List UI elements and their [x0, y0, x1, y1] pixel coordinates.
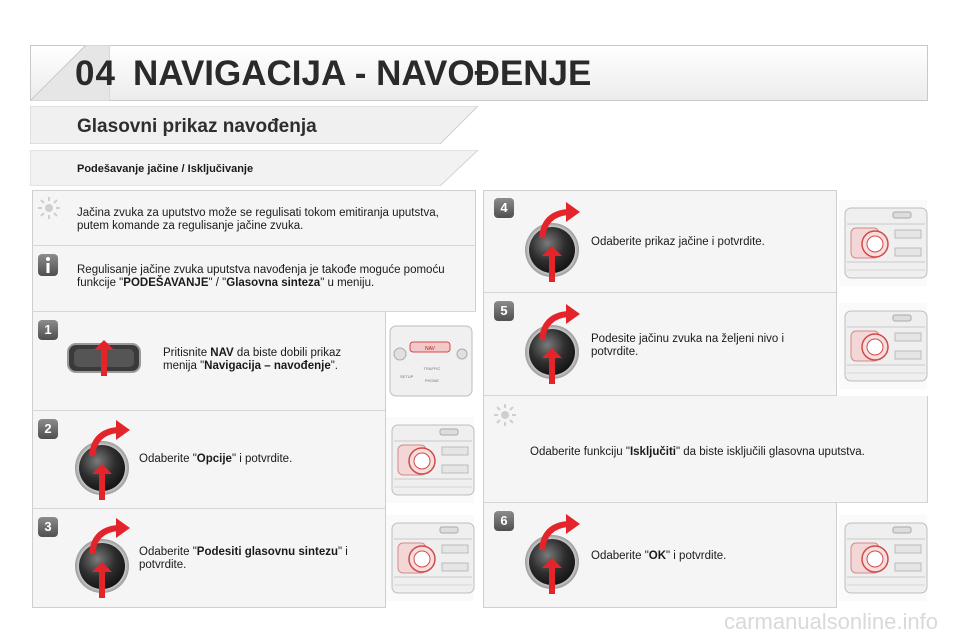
- step-5-text: Podesite jačinu zvuka na željeni nivo i potvrdite.: [591, 333, 785, 358]
- step-6-console-thumbnail: [836, 503, 928, 608]
- tip-sun-icon: [38, 197, 60, 219]
- tip-volume-text: Jačina zvuka za uputstvo može se regulisati tokom emitiranja uputstva, putem komande za regulisanje jačine zvuka.: [77, 207, 439, 232]
- knob-rotate-push-icon: [70, 418, 134, 502]
- console-setup-label: SETUP: [400, 374, 414, 379]
- console-nav-label: NAV: [425, 346, 435, 352]
- subsection-title: Podešavanje jačine / Isključivanje: [77, 163, 254, 175]
- step-1-text: Pritisnite NAV da biste dobili prikaz menija "Navigacija – navođenje".: [163, 347, 342, 372]
- step-3-console-thumbnail: [385, 509, 476, 608]
- step-2-console-thumbnail: [385, 411, 476, 509]
- nav-button-push-icon: [66, 338, 142, 378]
- chapter-number: 04: [75, 54, 116, 93]
- step-2-text: Odaberite "Opcije" i potvrdite.: [139, 453, 293, 465]
- step-5-console-thumbnail: [836, 293, 928, 396]
- tip-sun-icon: [494, 404, 516, 426]
- step-4-text: Odaberite prikaz jačine i potvrdite.: [591, 236, 765, 248]
- knob-rotate-push-icon: [520, 512, 584, 596]
- step-6-badge: 6: [494, 511, 514, 531]
- page-title: NAVIGACIJA - NAVOĐENJE: [133, 54, 592, 93]
- section-title: Glasovni prikaz navođenja: [77, 116, 317, 137]
- step-2-badge: 2: [38, 419, 58, 439]
- step-1-console-thumbnail: [385, 312, 476, 411]
- knob-rotate-push-icon: [70, 516, 134, 600]
- knob-rotate-push-icon: [520, 200, 584, 284]
- step-3-text: Odaberite "Podesiti glasovnu sintezu" i potvrdite.: [139, 546, 348, 571]
- info-icon: [38, 254, 58, 276]
- step-6-text: Odaberite "OK" i potvrdite.: [591, 550, 727, 562]
- step-5-badge: 5: [494, 301, 514, 321]
- console-phone-label: PHONE: [424, 378, 440, 383]
- step-4-console-thumbnail: [836, 190, 928, 293]
- info-text: Regulisanje jačine zvuka uputstva navođenja je takođe moguće pomoću funkcije "PODEŠAVANJE" / "Glasovna sinteza" u meniju.: [77, 264, 445, 289]
- step-3-badge: 3: [38, 517, 58, 537]
- tip-disable-text: Odaberite funkciju "Isključiti" da biste isključili glasovna uputstva.: [530, 446, 865, 458]
- console-traffic-label: TRAFFIC: [423, 366, 441, 371]
- step-1-badge: 1: [38, 320, 58, 340]
- knob-rotate-push-icon: [520, 302, 584, 386]
- watermark: carmanualsonline.info: [723, 609, 938, 634]
- step-4-badge: 4: [494, 198, 514, 218]
